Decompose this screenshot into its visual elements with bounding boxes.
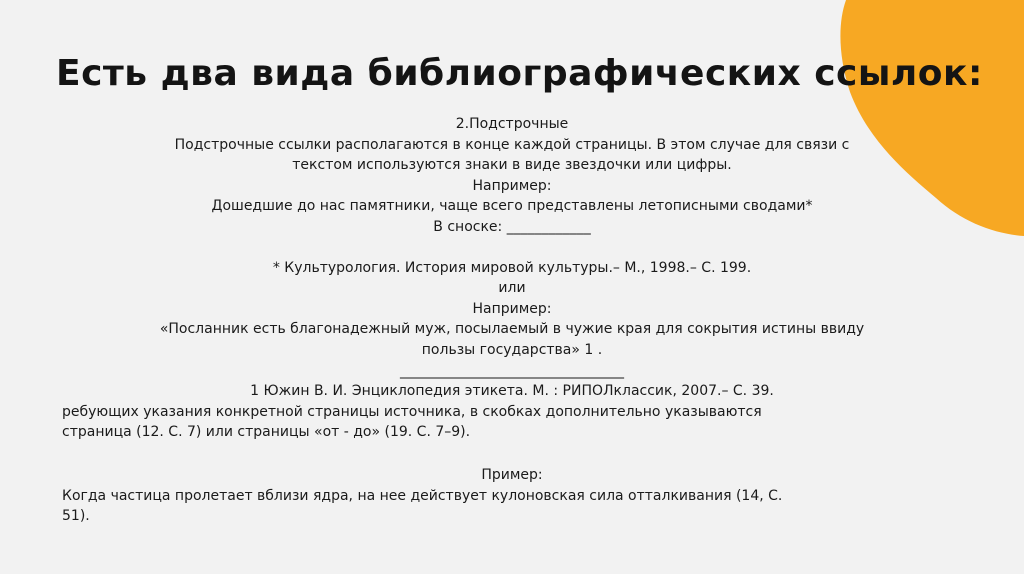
example-text: Дошедшие до нас памятники, чаще всего представлены летописными сводами*	[211, 198, 813, 215]
paragraph-line: Когда частица пролетает вблизи ядра, на нее действует кулоновская сила отталкивания (14, С.	[62, 487, 783, 504]
example-label: Пример:	[481, 466, 543, 483]
spacer	[62, 238, 962, 258]
example-label: Например:	[472, 300, 552, 317]
slide-title: Есть два вида библиографических ссылок:	[56, 53, 983, 94]
paragraph-line: 51).	[62, 508, 90, 525]
paragraph-line: текстом используются знаки в виде звездочки или цифры.	[292, 157, 732, 174]
footnote-label: В сноске: ____________	[433, 218, 591, 235]
separator-line: ________________________________	[400, 362, 624, 379]
quote-line: «Посланник есть благонадежный муж, посылаемый в чужие края для сокрытия истины ввиду	[159, 321, 865, 338]
quote-line: пользы государства» 1 .	[421, 341, 603, 358]
slide-body	[62, 114, 962, 527]
footnote-text: 1 Южин В. И. Энциклопедия этикета. М. : РИПОЛклассик, 2007.– С. 39.	[250, 383, 774, 400]
section-heading: 2.Подстрочные	[455, 116, 569, 132]
paragraph-line: ребующих указания конкретной страницы источника, в скобках дополнительно указываются	[62, 403, 762, 420]
or-text: или	[498, 280, 526, 297]
footnote-text: * Культурология. История мировой культуры.– М., 1998.– С. 199.	[272, 259, 752, 276]
spacer	[62, 443, 962, 465]
example-label: Например:	[472, 177, 552, 194]
paragraph-line: Подстрочные ссылки располагаются в конце каждой страницы. В этом случае для связи с	[174, 136, 850, 153]
paragraph-line: страница (12. С. 7) или страницы «от - до» (19. С. 7–9).	[62, 424, 471, 441]
